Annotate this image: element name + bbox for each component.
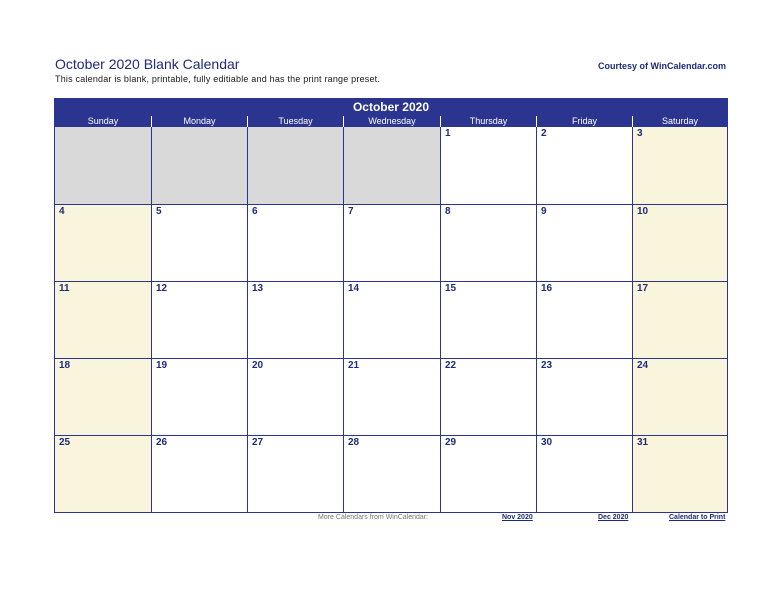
day-number: 31 bbox=[637, 437, 649, 448]
day-cell[interactable] bbox=[151, 358, 247, 435]
day-number: 22 bbox=[445, 360, 457, 371]
day-number: 3 bbox=[637, 128, 643, 139]
month-header: October 2020 bbox=[55, 99, 727, 116]
day-cell[interactable] bbox=[632, 435, 727, 512]
day-number: 29 bbox=[445, 437, 457, 448]
day-cell[interactable] bbox=[247, 281, 343, 358]
empty-day-cell bbox=[343, 127, 440, 204]
calendar-to-print-link[interactable]: Calendar to Print bbox=[669, 514, 726, 521]
day-number: 23 bbox=[541, 360, 553, 371]
day-number: 18 bbox=[59, 360, 71, 371]
day-number: 2 bbox=[541, 128, 547, 139]
day-number: 13 bbox=[252, 283, 264, 294]
day-number: 1 bbox=[445, 128, 451, 139]
day-cell[interactable] bbox=[440, 281, 536, 358]
day-cell[interactable] bbox=[247, 204, 343, 281]
day-cell[interactable] bbox=[536, 127, 632, 204]
day-number: 17 bbox=[637, 283, 649, 294]
day-cell[interactable] bbox=[440, 435, 536, 512]
page-title: October 2020 Blank Calendar bbox=[55, 56, 240, 72]
more-calendars-text: More Calendars from WinCalendar: bbox=[318, 514, 429, 521]
day-number: 26 bbox=[156, 437, 168, 448]
day-number: 5 bbox=[156, 206, 162, 217]
day-header-sunday: Sunday bbox=[87, 116, 119, 126]
day-cell[interactable] bbox=[632, 358, 727, 435]
day-number: 8 bbox=[445, 206, 451, 217]
day-cell[interactable] bbox=[151, 435, 247, 512]
day-cell[interactable] bbox=[343, 358, 440, 435]
day-number: 12 bbox=[156, 283, 168, 294]
day-cell[interactable] bbox=[632, 127, 727, 204]
day-cell[interactable] bbox=[343, 281, 440, 358]
day-number: 9 bbox=[541, 206, 547, 217]
day-of-week-header bbox=[55, 116, 727, 127]
day-cell[interactable] bbox=[151, 204, 247, 281]
day-number: 19 bbox=[156, 360, 168, 371]
calendar-days bbox=[55, 127, 727, 512]
day-number: 20 bbox=[252, 360, 264, 371]
day-number: 15 bbox=[445, 283, 457, 294]
empty-day-cell bbox=[151, 127, 247, 204]
day-number: 30 bbox=[541, 437, 553, 448]
day-header-friday: Friday bbox=[536, 116, 632, 127]
page-subtitle: This calendar is blank, printable, fully editiable and has the print range preset. bbox=[55, 74, 381, 84]
nov-2020-link[interactable]: Nov 2020 bbox=[502, 514, 533, 521]
day-number: 6 bbox=[252, 206, 258, 217]
day-cell[interactable] bbox=[343, 204, 440, 281]
day-number: 11 bbox=[59, 283, 70, 294]
calendar-grid bbox=[54, 98, 728, 513]
day-cell[interactable] bbox=[247, 358, 343, 435]
empty-day-cell bbox=[55, 127, 151, 204]
day-header-wednesday: Wednesday bbox=[343, 116, 440, 127]
dec-2020-link[interactable]: Dec 2020 bbox=[598, 514, 629, 521]
day-cell[interactable] bbox=[55, 358, 151, 435]
day-cell[interactable] bbox=[440, 127, 536, 204]
day-number: 28 bbox=[348, 437, 360, 448]
day-cell[interactable] bbox=[440, 358, 536, 435]
day-cell[interactable] bbox=[247, 435, 343, 512]
day-cell[interactable] bbox=[632, 204, 727, 281]
courtesy-link[interactable]: Courtesy of WinCalendar.com bbox=[598, 61, 726, 71]
day-cell[interactable] bbox=[55, 435, 151, 512]
day-number: 21 bbox=[348, 360, 360, 371]
day-cell[interactable] bbox=[151, 281, 247, 358]
day-cell[interactable] bbox=[55, 204, 151, 281]
day-header-thursday: Thursday bbox=[440, 116, 536, 127]
day-number: 25 bbox=[59, 437, 71, 448]
day-number: 27 bbox=[252, 437, 264, 448]
day-cell[interactable] bbox=[343, 435, 440, 512]
day-cell[interactable] bbox=[536, 435, 632, 512]
day-cell[interactable] bbox=[536, 358, 632, 435]
day-number: 4 bbox=[59, 206, 65, 217]
day-number: 14 bbox=[348, 283, 360, 294]
day-cell[interactable] bbox=[536, 281, 632, 358]
day-number: 16 bbox=[541, 283, 553, 294]
day-header-monday: Monday bbox=[151, 116, 247, 127]
day-number: 10 bbox=[637, 206, 649, 217]
day-cell[interactable] bbox=[55, 281, 151, 358]
day-header-tuesday: Tuesday bbox=[247, 116, 343, 127]
day-cell[interactable] bbox=[536, 204, 632, 281]
day-cell[interactable] bbox=[632, 281, 727, 358]
day-header-saturday: Saturday bbox=[632, 116, 727, 127]
day-number: 24 bbox=[637, 360, 649, 371]
day-number: 7 bbox=[348, 206, 354, 217]
empty-day-cell bbox=[247, 127, 343, 204]
day-cell[interactable] bbox=[440, 204, 536, 281]
